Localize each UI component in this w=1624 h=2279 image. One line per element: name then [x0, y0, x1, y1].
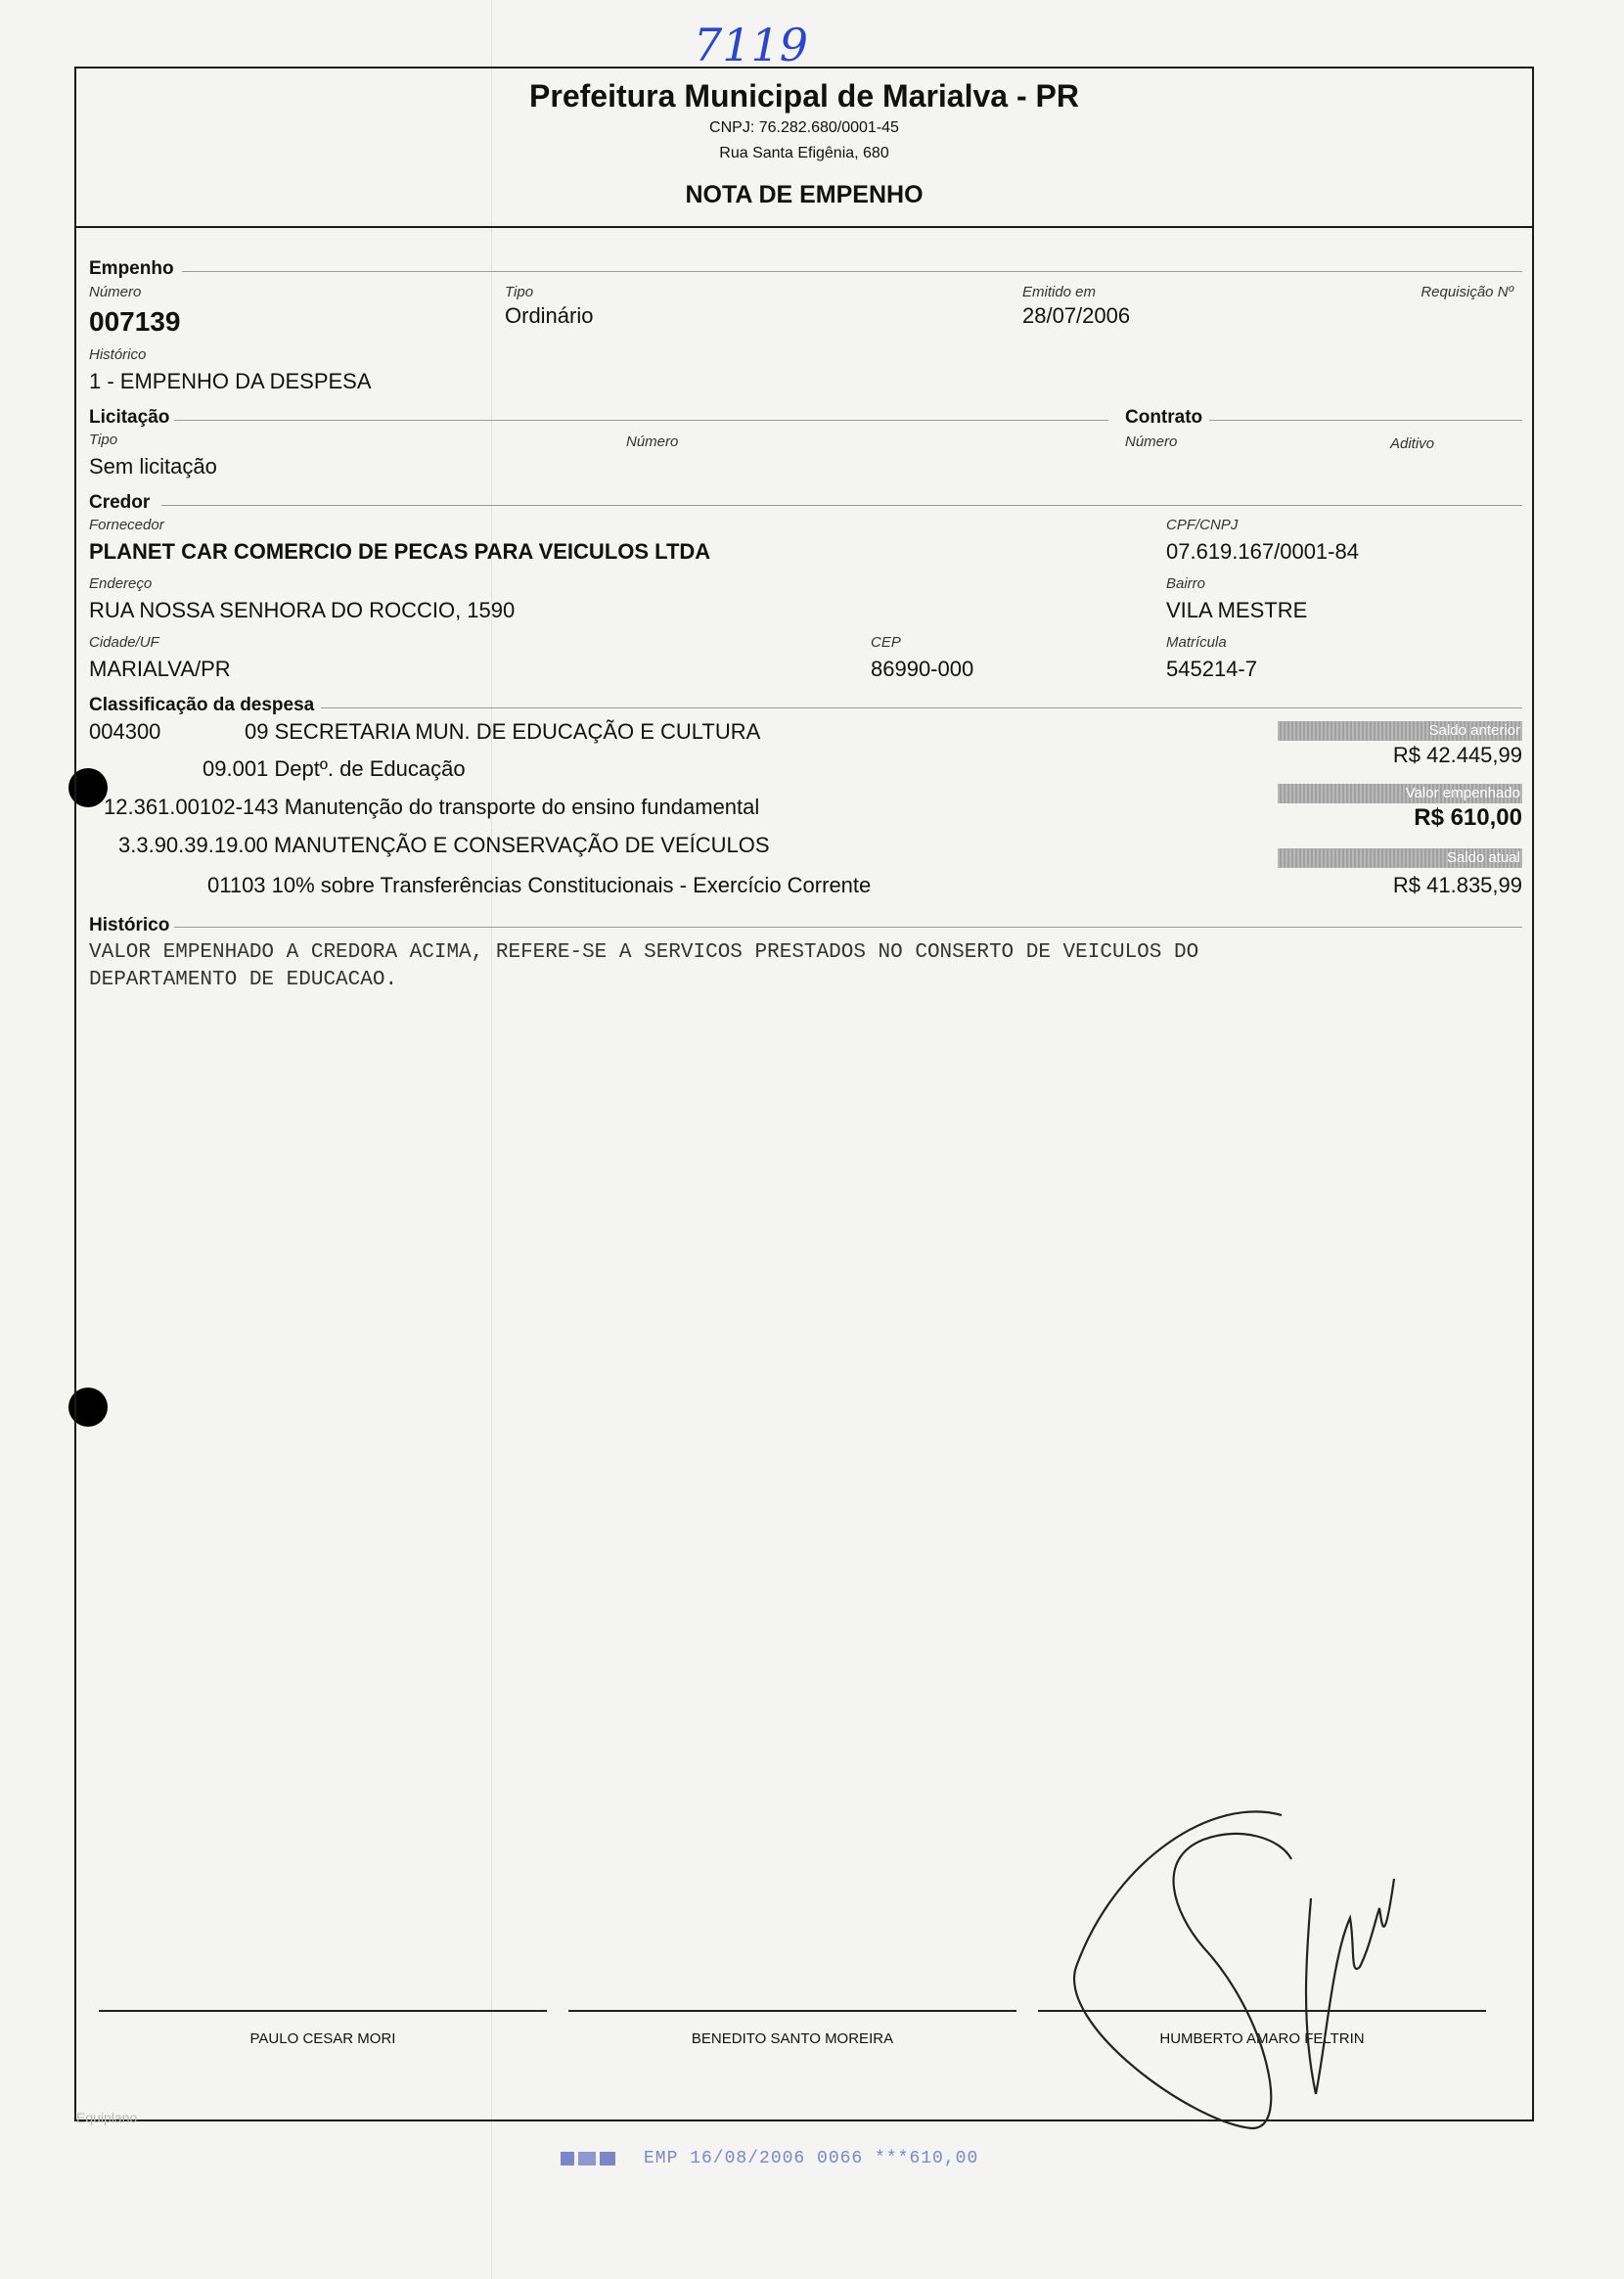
section-credor: Credor: [89, 492, 151, 513]
signatory-name: HUMBERTO AMARO FELTRIN: [1159, 2030, 1365, 2047]
historico-text-line: DEPARTAMENTO DE EDUCACAO.: [89, 969, 398, 991]
classificacao-line: 3.3.90.39.19.00 MANUTENÇÃO E CONSERVAÇÃO DE VEÍCULOS: [118, 833, 770, 857]
signatory-name: PAULO CESAR MORI: [249, 2030, 396, 2047]
saldo-anterior: R$ 42.445,99: [1392, 743, 1522, 767]
saldo-atual-label: Saldo atual: [1278, 848, 1522, 868]
matricula: 545214-7: [1166, 657, 1257, 681]
divider: [174, 420, 1108, 421]
section-contrato: Contrato: [1125, 407, 1203, 428]
section-classificacao: Classificação da despesa: [89, 695, 315, 715]
divider: [161, 505, 1522, 506]
divider: [182, 271, 1522, 272]
signatory-name: BENEDITO SANTO MOREIRA: [691, 2030, 894, 2047]
classificacao-line: 09 SECRETARIA MUN. DE EDUCAÇÃO E CULTURA: [245, 719, 761, 744]
contrato-numero-label: Número: [1125, 433, 1178, 450]
bairro: VILA MESTRE: [1166, 598, 1308, 622]
empenho-numero: 007139: [89, 306, 181, 337]
address: Rua Santa Efigênia, 680: [719, 145, 889, 161]
historico-text-line: VALOR EMPENHADO A CREDORA ACIMA, REFERE-SE A SERVICOS PRESTADOS NO CONSERTO DE VEICULOS DO: [89, 941, 1199, 964]
bairro-label: Bairro: [1166, 575, 1206, 592]
section-licitacao: Licitação: [89, 407, 170, 428]
cpf-cnpj-label: CPF/CNPJ: [1166, 517, 1239, 533]
licitacao-numero-label: Número: [626, 433, 679, 450]
svg-text:7119: 7119: [694, 19, 809, 68]
org-name: Prefeitura Municipal de Marialva - PR: [529, 78, 1079, 114]
section-historico: Histórico: [89, 915, 170, 935]
cidade: MARIALVA/PR: [89, 657, 231, 681]
empenho-numero-label: Número: [89, 284, 142, 300]
divider: [1209, 420, 1522, 421]
handwritten-signature: [1057, 1800, 1409, 2153]
bank-stamp-logo: [561, 2149, 617, 2173]
saldo-anterior-label: Saldo anterior: [1278, 721, 1522, 741]
signature-line: [99, 2010, 547, 2012]
matricula-label: Matrícula: [1166, 634, 1227, 651]
endereco: RUA NOSSA SENHORA DO ROCCIO, 1590: [89, 598, 516, 622]
licitacao-tipo-label: Tipo: [89, 432, 118, 448]
footer-brand: Equiplano: [76, 2110, 138, 2125]
classificacao-code: 004300: [89, 719, 161, 744]
emitido-label: Emitido em: [1022, 284, 1097, 300]
cep: 86990-000: [871, 657, 974, 681]
valor-empenhado-label: Valor empenhado: [1278, 784, 1522, 803]
contrato-aditivo-label: Aditivo: [1390, 435, 1435, 452]
cep-label: CEP: [871, 634, 901, 651]
header-divider: [74, 226, 1534, 228]
divider: [321, 707, 1522, 708]
divider: [174, 927, 1522, 928]
cnpj: CNPJ: 76.282.680/0001-45: [709, 119, 899, 136]
empenho-historico: 1 - EMPENHO DA DESPESA: [89, 369, 372, 393]
signature-line: [568, 2010, 1016, 2012]
classificacao-line: 09.001 Deptº. de Educação: [203, 756, 466, 781]
cidade-label: Cidade/UF: [89, 634, 159, 651]
handwritten-page-number: [690, 18, 836, 68]
bank-stamp-text: EMP 16/08/2006 0066 ***610,00: [644, 2149, 979, 2168]
licitacao-tipo: Sem licitação: [89, 454, 217, 479]
fornecedor: PLANET CAR COMERCIO DE PECAS PARA VEICULOS LTDA: [89, 539, 711, 564]
historico-label: Histórico: [89, 346, 147, 363]
emitido-date: 28/07/2006: [1022, 303, 1131, 328]
empenho-tipo-label: Tipo: [505, 284, 534, 300]
valor-empenhado: R$ 610,00: [1414, 804, 1522, 831]
classificacao-line: 12.361.00102-143 Manutenção do transporte do ensino fundamental: [104, 795, 760, 819]
classificacao-line: 01103 10% sobre Transferências Constitucionais - Exercício Corrente: [207, 873, 872, 897]
section-empenho: Empenho: [89, 258, 174, 279]
empenho-tipo: Ordinário: [505, 303, 594, 328]
cpf-cnpj: 07.619.167/0001-84: [1166, 539, 1359, 564]
requisicao-label: Requisição Nº: [1421, 284, 1513, 300]
document-title: NOTA DE EMPENHO: [685, 181, 924, 208]
endereco-label: Endereço: [89, 575, 153, 592]
saldo-atual: R$ 41.835,99: [1392, 873, 1522, 897]
fornecedor-label: Fornecedor: [89, 517, 164, 533]
